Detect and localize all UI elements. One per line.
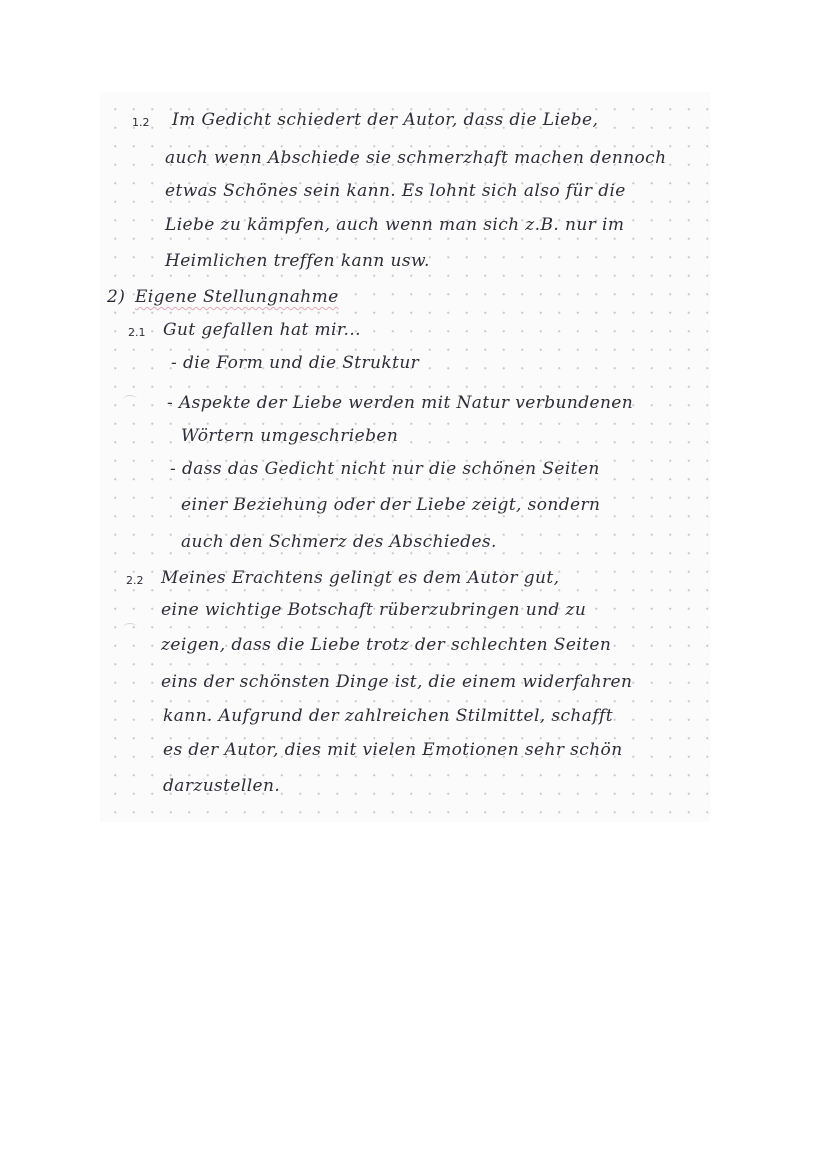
section-2-heading	[135, 287, 339, 307]
section-1-2-line-3: etwas Schönes sein kann. Es lohnt sich also für die	[165, 181, 626, 201]
section-2-1-bullet-2: - Aspekte der Liebe werden mit Natur verbundenen	[167, 393, 634, 413]
section-2-heading-text: Eigene Stellungnahme	[135, 287, 339, 307]
section-2-2-line-5: kann. Aufgrund der zahlreichen Stilmittel, schafft	[163, 706, 613, 726]
section-2-2-line-3: zeigen, dass die Liebe trotz der schlechten Seiten	[161, 635, 612, 655]
section-1-2-line-5: Heimlichen treffen kann usw.	[165, 251, 430, 271]
margin-mark	[123, 395, 137, 404]
section-2-1-bullet-2-cont: Wörtern umgeschrieben	[181, 426, 399, 446]
section-1-2-line-4: Liebe zu kämpfen, auch wenn man sich z.B. nur im	[165, 215, 625, 235]
section-2-2-line-4: eins der schönsten Dinge ist, die einem widerfahren	[161, 672, 633, 692]
section-2-1-bullet-3-cont-2: auch den Schmerz des Abschiedes.	[181, 532, 497, 552]
section-1-2-line-2: auch wenn Abschiede sie schmerzhaft machen dennoch	[165, 148, 667, 168]
section-2-1-bullet-1: - die Form und die Struktur	[171, 353, 420, 373]
margin-mark	[123, 623, 137, 632]
section-number-2-1: 2.1	[128, 326, 146, 339]
section-2-heading-number: 2)	[107, 287, 126, 307]
section-2-1-bullet-3: - dass das Gedicht nicht nur die schönen Seiten	[170, 459, 600, 479]
section-1-2-line-1: Im Gedicht schiedert der Autor, dass die Liebe,	[172, 110, 599, 130]
section-number-2-2: 2.2	[126, 574, 144, 587]
section-2-1-intro: Gut gefallen hat mir...	[163, 320, 361, 340]
section-2-2-line-2: eine wichtige Botschaft rüberzubringen und zu	[161, 600, 587, 620]
section-number-1-2: 1.2	[132, 116, 150, 129]
section-2-1-bullet-3-cont-1: einer Beziehung oder der Liebe zeigt, sondern	[181, 495, 601, 515]
section-2-2-line-7: darzustellen.	[163, 776, 281, 796]
section-2-2-line-6: es der Autor, dies mit vielen Emotionen sehr schön	[163, 740, 623, 760]
section-2-2-line-1: Meines Erachtens gelingt es dem Autor gut,	[161, 568, 560, 588]
